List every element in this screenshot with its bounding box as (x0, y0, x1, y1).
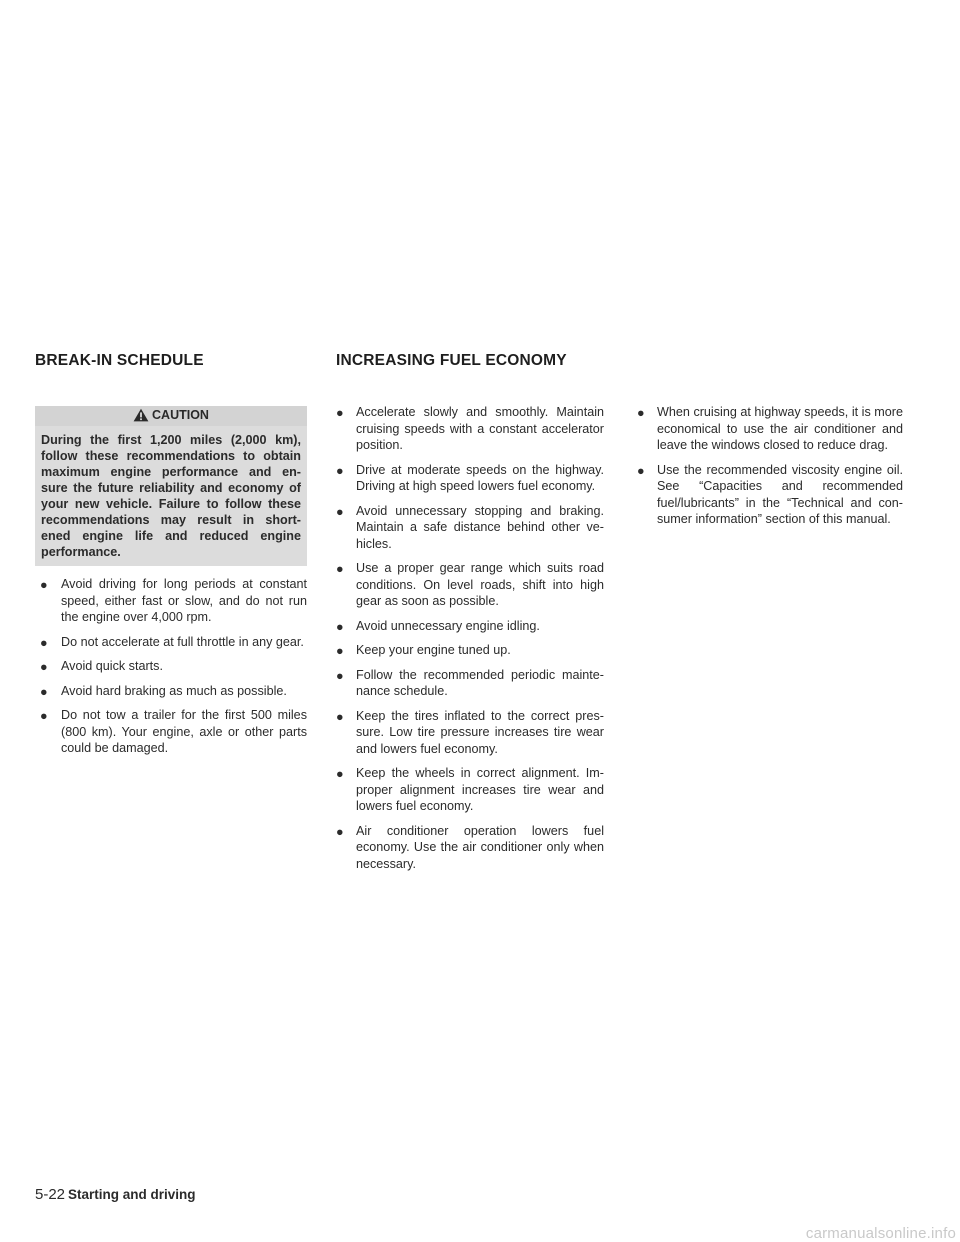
list-item: ● Drive at moderate speeds on the highway. Driving at high speed lowers fuel economy. (336, 462, 604, 493)
section-heading-fuel-economy: INCREASING FUEL ECONOMY (336, 352, 567, 369)
bullet-icon: ● (336, 824, 344, 839)
bullet-icon: ● (40, 660, 48, 674)
fuel-economy-list (336, 404, 604, 872)
list-item: ● Accelerate slowly and smoothly. Maintain cruising speeds with a constant accelerator position. (336, 405, 604, 452)
list-item: ● Avoid quick starts. (40, 659, 163, 674)
bullet-icon: ● (40, 709, 48, 723)
list-item: ● Avoid hard braking as much as possible. (40, 683, 287, 699)
caution-box (35, 406, 307, 566)
bullet-icon: ● (336, 406, 344, 420)
list-item: ● Keep the wheels in correct alignment. Im- proper alignment increases tire wear and lowers fuel economy. (336, 766, 604, 813)
bullet-icon: ● (336, 767, 344, 781)
list-item: ● Use the recommended viscosity engine oil. See “Capacities and recommended fuel/lubricants” in the “Technical and con- sumer information” section of this manual. (637, 462, 903, 526)
bullet-icon: ● (637, 406, 645, 420)
list-item: ● Keep the tires inflated to the correct pres- sure. Low tire pressure increases tire wear and lowers fuel economy. (336, 708, 604, 756)
list-item: ● Avoid unnecessary engine idling. (336, 618, 540, 634)
caution-text: During the first 1,200 miles (2,000 km), follow these recommendations to obtain maximum engine performance and en- sure the future reliability and economy of your new vehicle. Failure to follow these recommendations may result in short- ened engine life and reduced engine performance. (41, 433, 301, 559)
list-item: ● Use a proper gear range which suits road conditions. On level roads, shift into high gear as soon as possible. (336, 561, 604, 608)
bullet-icon: ● (40, 684, 48, 699)
page-number: 5-22 (35, 1186, 66, 1203)
bullet-icon: ● (336, 644, 344, 658)
bullet-icon: ● (637, 463, 645, 478)
bullet-icon: ● (336, 709, 344, 724)
bullet-icon: ● (336, 619, 344, 634)
bullet-icon: ● (336, 668, 344, 683)
bullet-icon: ● (336, 504, 344, 519)
warning-triangle-icon (133, 408, 149, 422)
section-heading-break-in: BREAK-IN SCHEDULE (35, 352, 204, 369)
list-item: ● When cruising at highway speeds, it is more economical to use the air conditioner and leave the windows closed to reduce drag. (637, 405, 903, 452)
chapter-name: Starting and driving (68, 1187, 196, 1202)
bullet-icon: ● (336, 463, 344, 478)
list-item: ● Avoid unnecessary stopping and braking. Maintain a safe distance behind other ve- hicles. (336, 503, 604, 551)
caution-title: CAUTION (152, 408, 209, 422)
bullet-icon: ● (40, 635, 48, 650)
list-item: ● Do not tow a trailer for the first 500 miles (800 km). Your engine, axle or other parts could be damaged. (40, 708, 307, 755)
fuel-economy-column-1 (336, 404, 604, 880)
break-in-column (35, 406, 307, 765)
break-in-list (35, 576, 307, 757)
list-item: ● Follow the recommended periodic mainte- nance schedule. (336, 667, 604, 698)
list-item: ● Keep your engine tuned up. (336, 643, 511, 658)
bullet-icon: ● (336, 562, 344, 576)
caution-header (35, 406, 307, 426)
watermark: carmanualsonline.info (805, 1225, 956, 1242)
list-item: ● Air conditioner operation lowers fuel economy. Use the air conditioner only when necessary. (336, 823, 604, 871)
fuel-economy-list-continued (637, 404, 903, 528)
list-item: ● Do not accelerate at full throttle in any gear. (40, 634, 304, 650)
list-item: ● Avoid driving for long periods at constant speed, either fast or slow, and do not run the engine over 4,000 rpm. (40, 577, 307, 624)
page-footer (35, 1186, 196, 1203)
fuel-economy-column-2 (637, 404, 903, 536)
bullet-icon: ● (40, 578, 48, 592)
